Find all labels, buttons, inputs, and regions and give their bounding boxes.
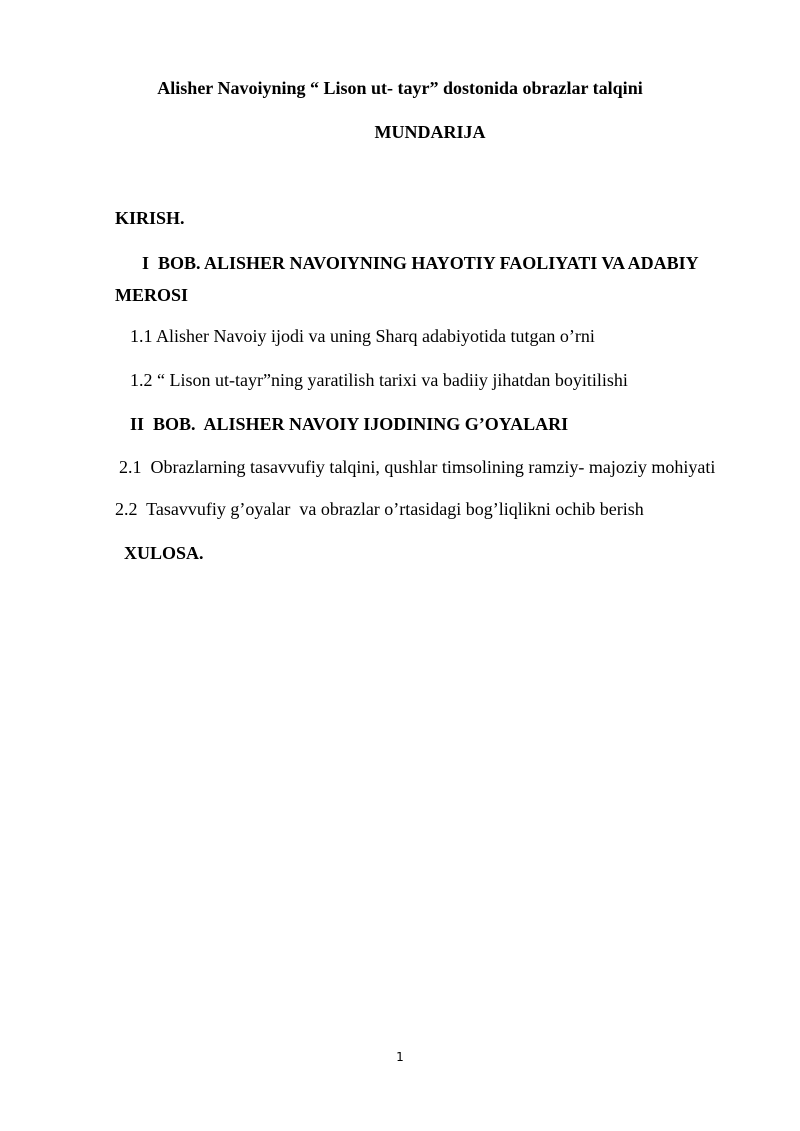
page-number: 1 <box>396 1050 404 1064</box>
toc-entry-section-2-1: 2.1 Obrazlarning tasavvufiy talqini, qushlar timsolining ramziy- majoziy mohiyati <box>119 457 716 477</box>
toc-entry-chapter-1-continued: MEROSI <box>115 285 189 305</box>
toc-heading: MUNDARIJA <box>374 122 486 142</box>
toc-entry-chapter-2: II BOB. ALISHER NAVOIY IJODINING G’OYALARI <box>130 414 569 434</box>
toc-entry-conclusion: XULOSA. <box>124 543 204 563</box>
toc-entry-section-1-1: 1.1 Alisher Navoiy ijodi va uning Sharq adabiyotida tutgan o’rni <box>130 326 595 346</box>
document-title: Alisher Navoiyning “ Lison ut- tayr” dostonida obrazlar talqini <box>157 78 643 98</box>
toc-entry-introduction: KIRISH. <box>115 208 185 228</box>
toc-entry-section-1-2: 1.2 “ Lison ut-tayr”ning yaratilish tarixi va badiiy jihatdan boyitilishi <box>130 370 628 390</box>
toc-entry-chapter-1: I BOB. ALISHER NAVOIYNING HAYOTIY FAOLIYATI VA ADABIY <box>142 253 699 273</box>
toc-entry-section-2-2: 2.2 Tasavvufiy g’oyalar va obrazlar o’rtasidagi bog’liqlikni ochib berish <box>115 499 644 519</box>
